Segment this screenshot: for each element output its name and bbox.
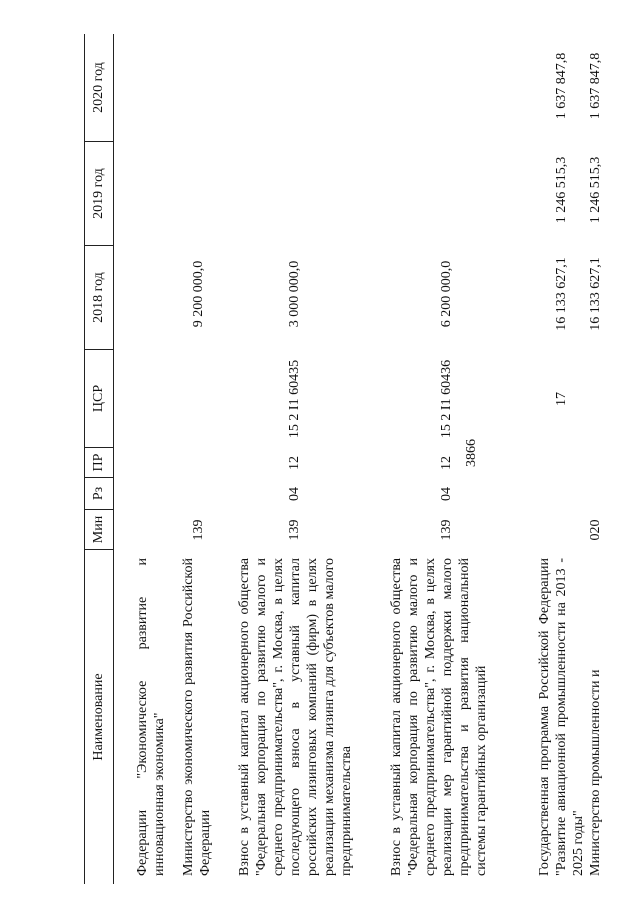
header-min: Мин bbox=[85, 510, 113, 550]
budget-table-container bbox=[84, 34, 604, 884]
header-2020: 2020 год bbox=[85, 34, 113, 142]
header-pr: ПР bbox=[85, 448, 113, 478]
row-pr: 12 bbox=[439, 456, 454, 470]
row-2018: 6 200 000,0 bbox=[439, 260, 454, 328]
row-min: 020 bbox=[588, 519, 603, 541]
row-pr: 12 bbox=[287, 456, 302, 470]
row-min: 139 bbox=[287, 519, 302, 541]
header-2018: 2018 год bbox=[85, 246, 113, 350]
page-number: 3866 bbox=[464, 439, 479, 467]
budget-table bbox=[84, 34, 604, 884]
row-min: 139 bbox=[191, 519, 206, 541]
row-name: Государственная программа Российской Федерации "Развитие авиационной промышленности на 2013 - 2025 годы" bbox=[537, 558, 586, 876]
row-csr: 17 bbox=[554, 392, 569, 406]
row-name: Федерации "Экономическое развитие и инновационная экономика" bbox=[135, 558, 167, 876]
row-csr: 15 2 I1 60435 bbox=[287, 359, 302, 439]
row-2020: 1 637 847,8 bbox=[588, 52, 603, 120]
row-2018: 3 000 000,0 bbox=[287, 260, 302, 328]
row-2019: 1 246 515,3 bbox=[554, 156, 569, 224]
header-name: Наименование bbox=[91, 673, 106, 761]
row-2019: 1 246 515,3 bbox=[588, 156, 603, 224]
row-name: Взнос в уставный капитал акционерного общества "Федеральная корпорация по развитию малого и среднего предпринимательства", г. Москва, в целях реализации мер гарантийной поддержки малого предпринимательства и развития национальной системы гарантийных организаций bbox=[389, 558, 489, 876]
row-name: Министерство промышленности и bbox=[588, 669, 603, 876]
row-2018: 9 200 000,0 bbox=[191, 260, 206, 328]
header-csr: ЦСР bbox=[85, 350, 113, 448]
header-2019: 2019 год bbox=[85, 142, 113, 246]
table-header bbox=[84, 34, 114, 884]
row-2020: 1 637 847,8 bbox=[554, 52, 569, 120]
row-min: 139 bbox=[439, 519, 454, 541]
row-csr: 15 2 I1 60436 bbox=[439, 359, 454, 439]
row-rz: 04 bbox=[287, 487, 302, 501]
row-2018: 16 133 627,1 bbox=[588, 257, 603, 331]
row-2018: 16 133 627,1 bbox=[554, 257, 569, 331]
row-rz: 04 bbox=[439, 487, 454, 501]
row-name: Взнос в уставный капитал акционерного общества "Федеральная корпорация по развитию малого и среднего предпринимательства", г. Москва, в целях последующего взноса в уставный капитал российских лизинговых компаний (фирм) в целях реализации механизма лизинга для субъектов малого предпринимательства bbox=[237, 558, 354, 876]
row-name: Министерство экономического развития Российской Федерации bbox=[181, 558, 213, 876]
header-rz: Рз bbox=[85, 478, 113, 510]
